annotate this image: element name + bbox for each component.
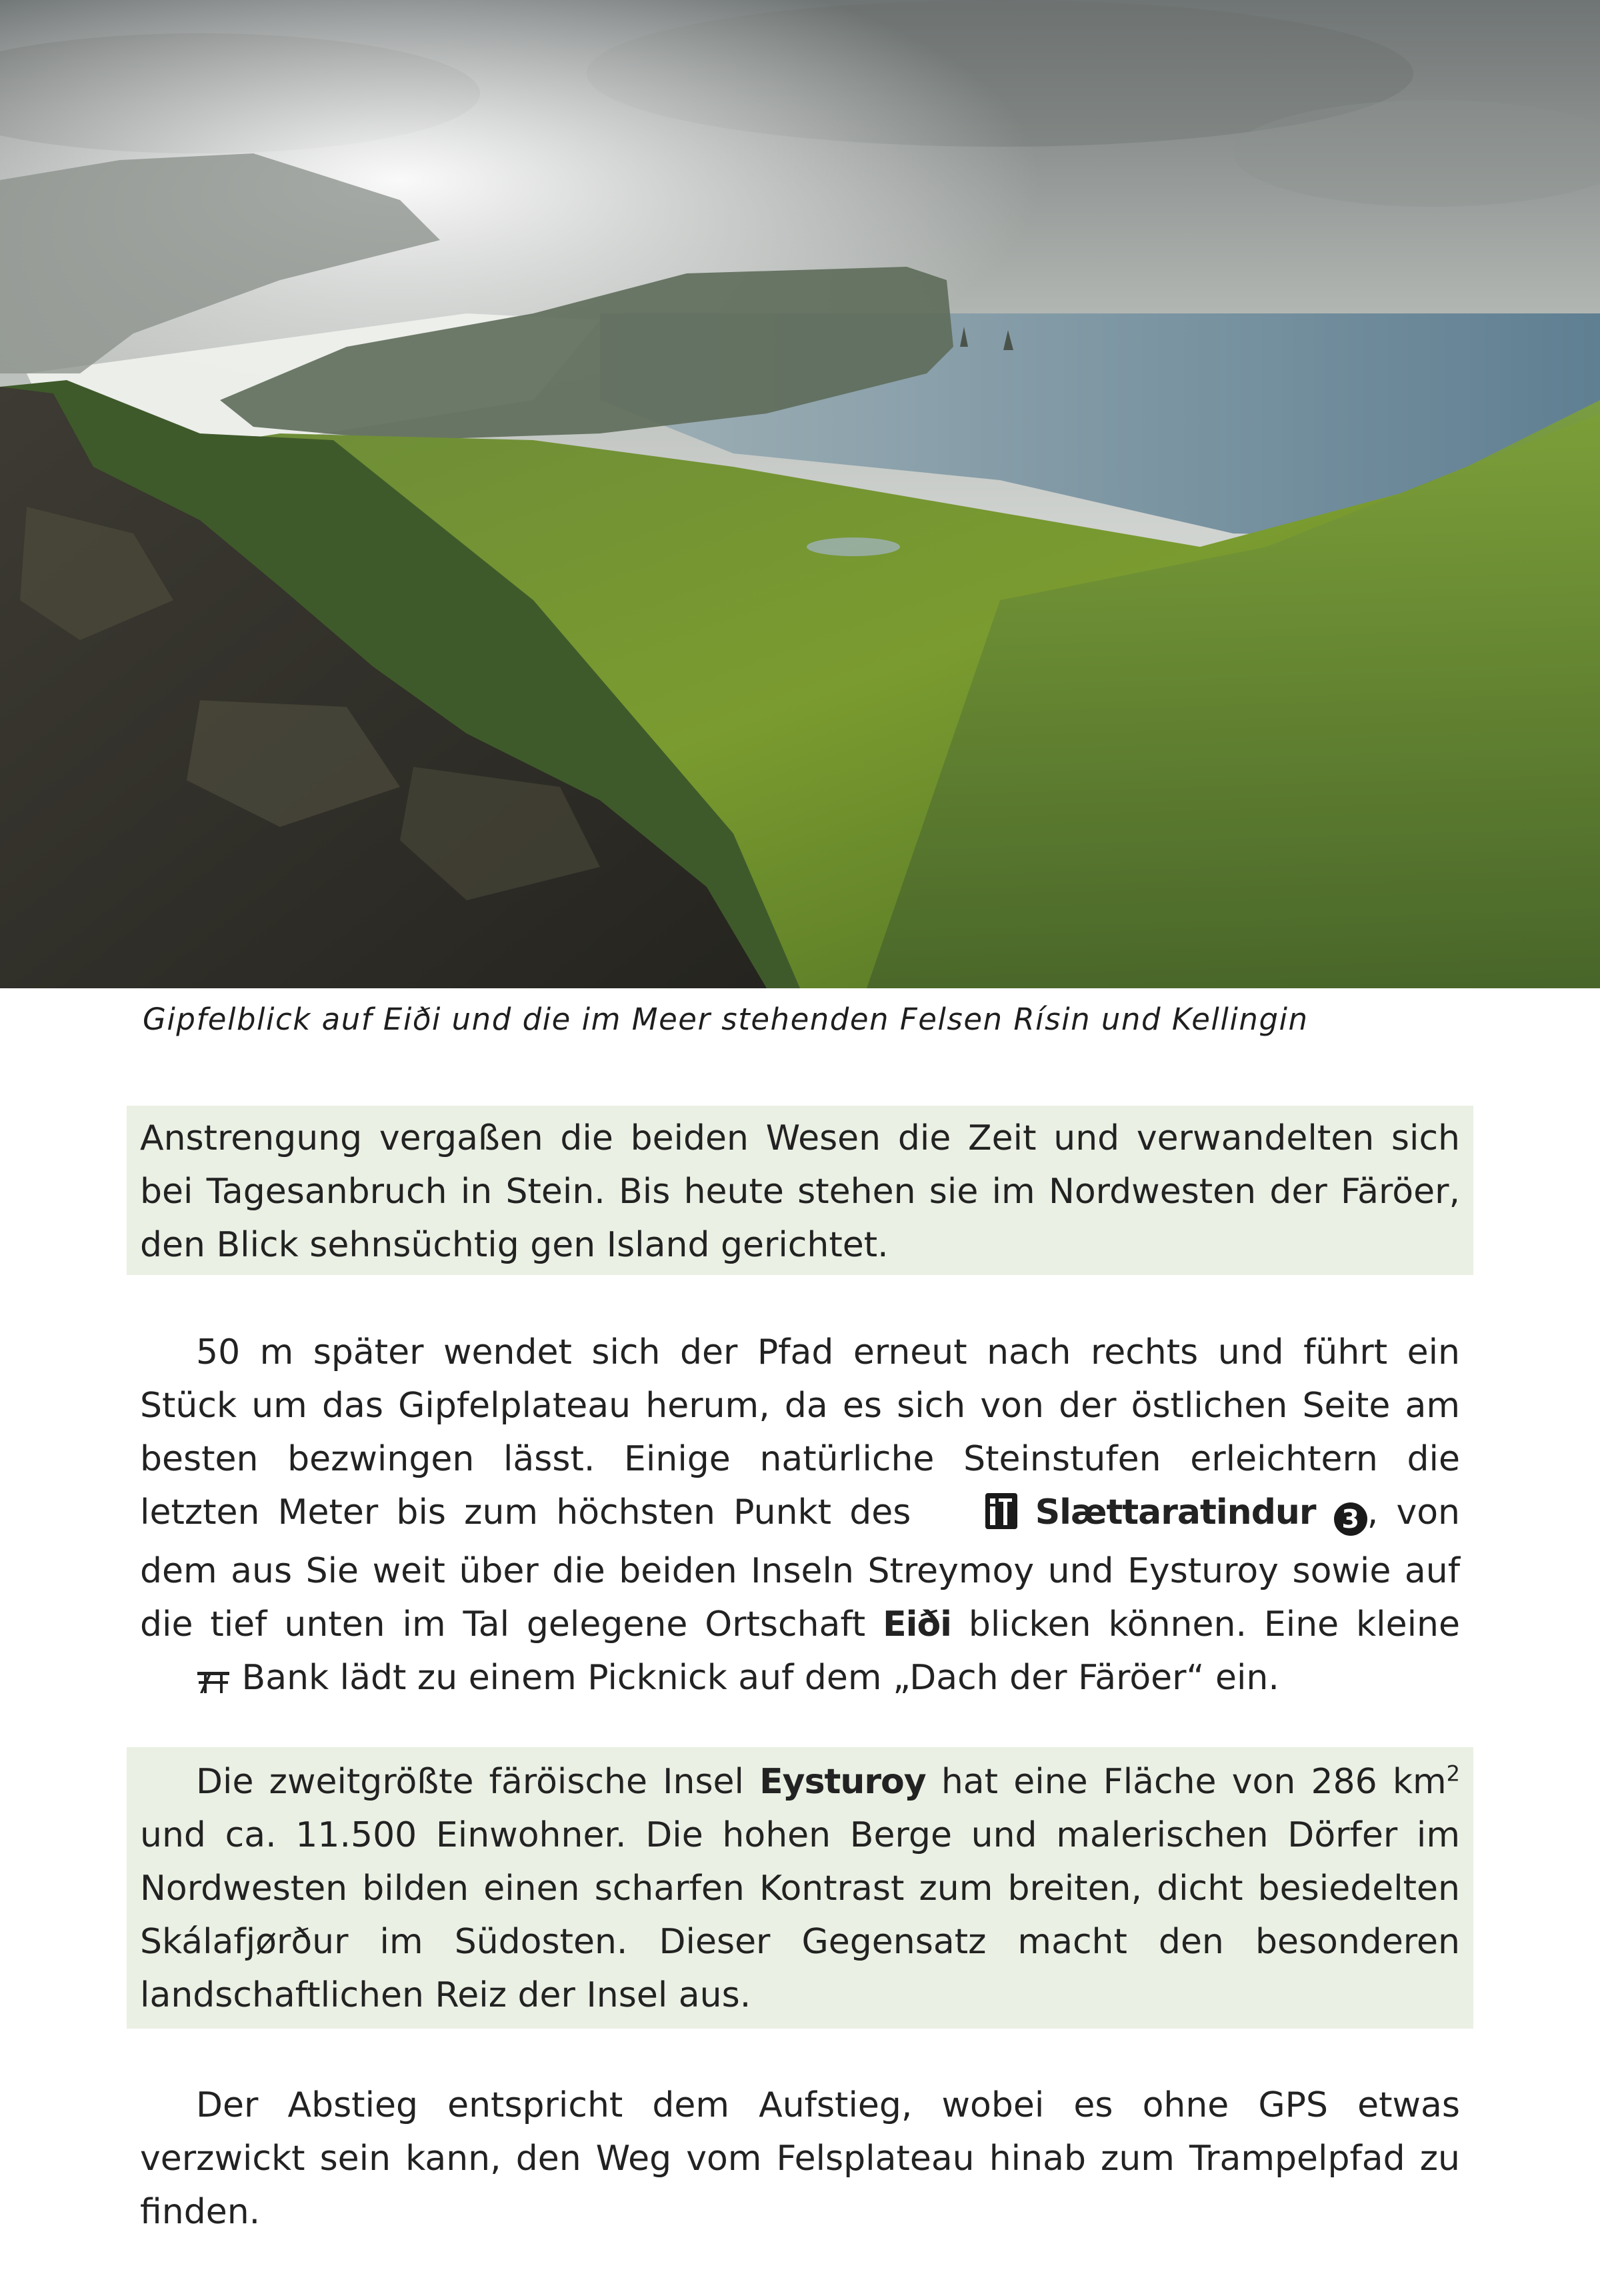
route-text-c: blicken können. Eine kleine — [951, 1604, 1460, 1644]
text-block-route — [127, 1326, 1473, 1699]
route-text-d: Bank lädt zu einem Picknick auf dem „Dach der Färöer“ ein. — [231, 1658, 1279, 1698]
eysturoy-text-a: Die zweitgrößte färöische Insel — [196, 1762, 760, 1802]
number-3-circle-icon: 3 — [1334, 1502, 1367, 1536]
photo-caption: Gipfelblick auf Eiði und die im Meer stehenden Felsen Rísin und Kellingin — [143, 1002, 1309, 1037]
landscape-photo — [0, 0, 1600, 988]
island-name-eysturoy: Eysturoy — [759, 1762, 926, 1802]
place-name-eidi: Eiði — [883, 1604, 952, 1644]
summit-name: Slættaratindur — [1035, 1492, 1316, 1532]
eysturoy-text-c: und ca. 11.500 Einwohner. Die hohen Berge und malerischen Dörfer im Nordwesten bilden einen scharfen Kontrast zum breiten, dicht besiedelten Skálafjørður im Südosten. Dieser Gegensatz macht den besonderen landschaftlichen Reiz der Insel aus. — [140, 1815, 1460, 2015]
text-block-descent — [127, 2079, 1473, 2232]
paragraph-descent: Der Abstieg entspricht dem Aufstieg, wobei es ohne GPS etwas verzwickt sein kann, den Weg vom Felsplateau hinab zum Trampelpfad zu finden. — [140, 2085, 1460, 2232]
superscript-2: 2 — [1446, 1761, 1460, 1787]
eysturoy-text-b: hat eine Fläche von 286 km — [925, 1762, 1447, 1802]
shaded-box-eysturoy — [127, 1747, 1473, 2029]
paragraph-legend-end: Anstrengung vergaßen die beiden Wesen die Zeit und verwandelten sich bei Tagesanbruch in Stein. Bis heute stehen sie im Nordwesten der Färöer, den Blick sehnsüchtig gen Island gerichtet. — [140, 1118, 1460, 1265]
route-text-a: 50 m später wendet sich der Pfad erneut nach rechts und führt ein Stück um das Gipfelplateau herum, da es sich von der östlichen Seite am besten bezwingen lässt. Einige natürliche Steinstufen erleichtern die letzten Meter bis zum höchsten Punkt des — [140, 1332, 1460, 1532]
shaded-box-legend — [127, 1106, 1473, 1275]
paragraph-eysturoy — [140, 1755, 1460, 2022]
paragraph-route — [140, 1326, 1460, 1710]
bench-icon — [140, 1656, 231, 1710]
summit-icon — [929, 1491, 1017, 1544]
route-text-b: , von dem aus Sie weit über die beiden Inseln Streymoy und Eysturoy sowie auf die tief unten im Tal gelegene Ortschaft — [140, 1492, 1461, 1644]
